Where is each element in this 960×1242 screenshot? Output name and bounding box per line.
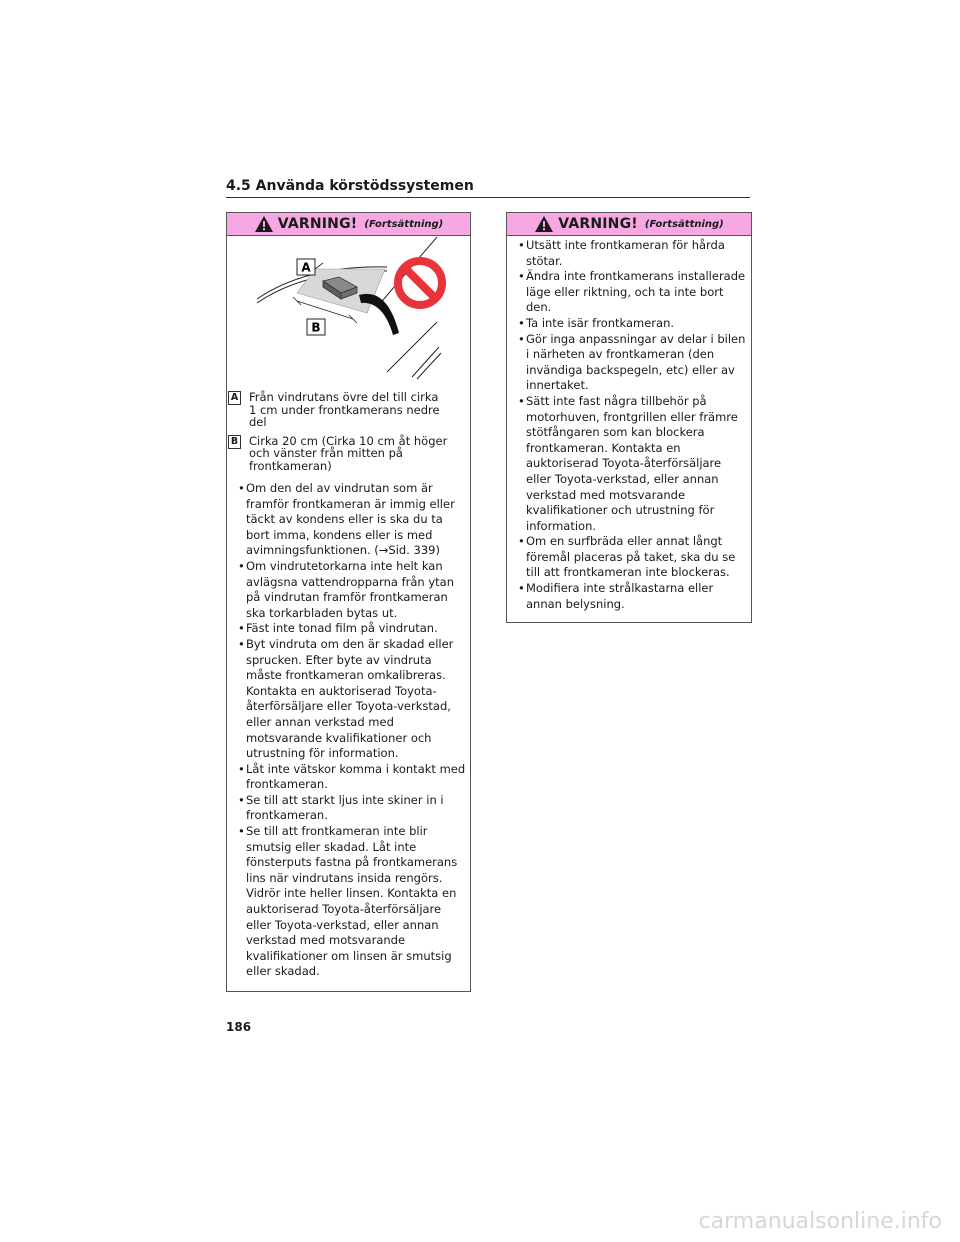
- legend-text-b: Cirka 20 cm (Cirka 10 cm åt höger och vänster från mitten på frontkameran): [249, 433, 448, 473]
- list-item: • Om vindrutetorkarna inte helt kan avlägsna vattendropparna från ytan på vindrutan framför frontkameran ska torkarbladen bytas ut.: [230, 559, 466, 621]
- list-item: • Låt inte vätskor komma i kontakt med frontkameran.: [230, 762, 466, 793]
- callout-a: A: [301, 260, 311, 275]
- warning-bullets-right: [510, 238, 748, 612]
- figure-legend: [227, 391, 470, 478]
- list-item: • Fäst inte tonad film på vindrutan.: [230, 621, 466, 637]
- legend-text-a: Från vindrutans övre del till cirka 1 cm under frontkamerans nedre del: [249, 390, 440, 429]
- callout-b: B: [311, 320, 321, 335]
- warning-subtitle: (Fortsättning): [364, 218, 444, 230]
- warning-subtitle: (Fortsättning): [644, 218, 724, 230]
- list-item: • Om den del av vindrutan som är framför frontkameran är immig eller täckt av kondens eller is ska du ta bort imma, kondens eller is med avimningsfunktionen. (→Sid. 339): [230, 481, 466, 559]
- legend-item-a: [227, 391, 470, 429]
- list-item: • Modifiera inte strålkastarna eller annan belysning.: [510, 581, 748, 612]
- prohibition-icon: [398, 261, 442, 305]
- list-item: • Se till att starkt ljus inte skiner in i frontkameran.: [230, 793, 466, 824]
- warning-triangle-icon: [254, 215, 274, 233]
- warning-triangle-icon: [534, 215, 554, 233]
- warning-header-left: [227, 213, 470, 236]
- page-number: 186: [226, 1020, 252, 1034]
- legend-badge-a: A: [228, 391, 241, 405]
- warning-title: VARNING!: [277, 216, 358, 232]
- list-item: • Ta inte isär frontkameran.: [510, 316, 748, 332]
- warning-header-right: [507, 213, 751, 236]
- section-title: 4.5 Använda körstödssystemen: [226, 178, 750, 198]
- list-item: • Om en surfbräda eller annat långt föremål placeras på taket, ska du se till att frontkameran inte blockeras.: [510, 534, 748, 581]
- watermark: carmanualsonline.info: [698, 1209, 942, 1234]
- warning-box-right: [506, 212, 752, 623]
- warning-bullets-left: [230, 481, 466, 980]
- legend-badge-b: B: [228, 435, 241, 449]
- list-item: • Se till att frontkameran inte blir smutsig eller skadad. Låt inte fönsterputs fastna på frontkamerans lins när vindrutans insida rengörs. Vidrör inte heller linsen. Kontakta en auktoriserad Toyota-återförsäljare eller Toyota-verkstad, eller annan verkstad med motsvarande kvalifikationer om linsen är smutsig eller skadad.: [230, 824, 466, 980]
- list-item: • Sätt inte fast några tillbehör på motorhuven, frontgrillen eller främre stötfångaren som kan blockera frontkameran. Kontakta en auktoriserad Toyota-återförsäljare eller Toyota-verkstad, eller annan verkstad med motsvarande kvalifikationer och utrustning för information.: [510, 394, 748, 534]
- list-item: • Byt vindruta om den är skadad eller sprucken. Efter byte av vindruta måste frontkameran omkalibreras. Kontakta en auktoriserad Toyota-återförsäljare eller Toyota-verkstad, eller annan verkstad med motsvarande kvalifikationer och utrustning för information.: [230, 637, 466, 762]
- list-item: • Utsätt inte frontkameran för hårda stötar.: [510, 238, 748, 269]
- legend-item-b: [227, 435, 470, 473]
- camera-windshield-figure: [227, 237, 470, 387]
- warning-title: VARNING!: [558, 216, 638, 232]
- list-item: • Gör inga anpassningar av delar i bilen i närheten av frontkameran (den invändiga backspegeln, etc) eller av innertaket.: [510, 332, 748, 394]
- warning-box-left: [226, 212, 471, 992]
- list-item: • Ändra inte frontkamerans installerade läge eller riktning, och ta inte bort den.: [510, 269, 748, 316]
